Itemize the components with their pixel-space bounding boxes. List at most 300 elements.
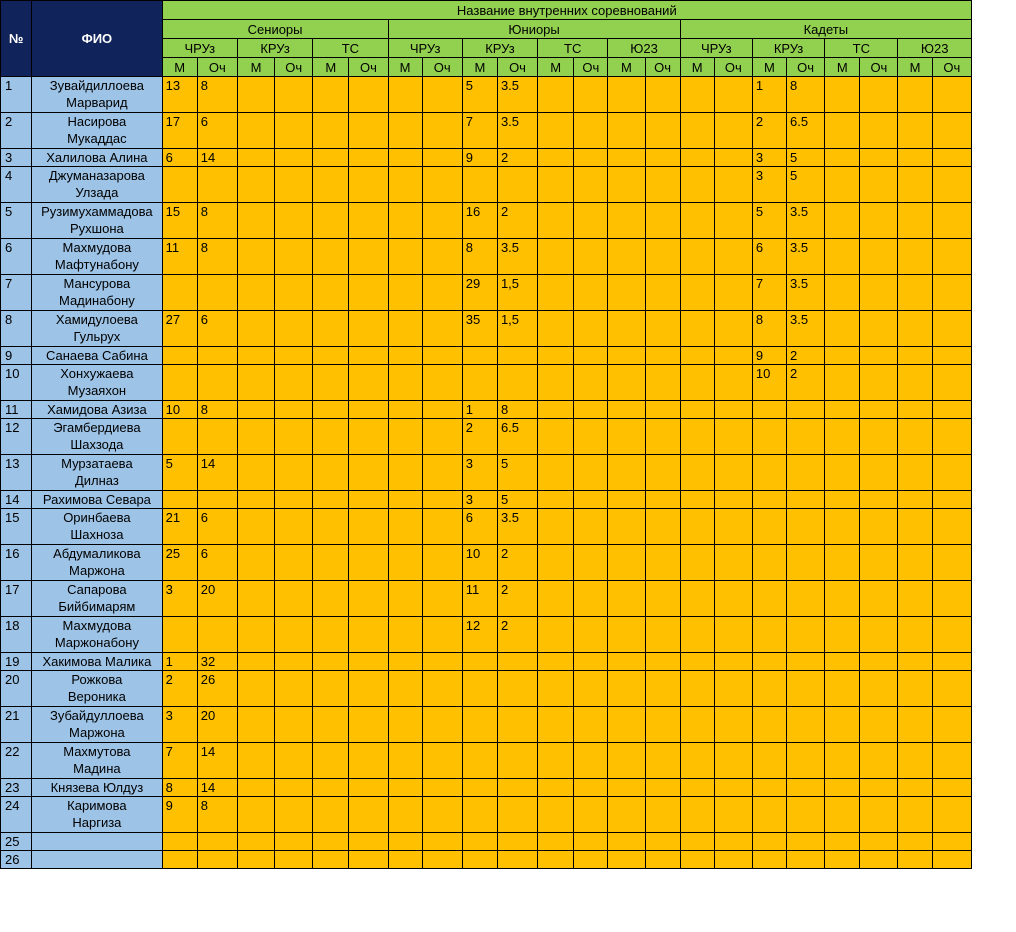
- table-row: [1, 509, 972, 545]
- place-cell: [752, 653, 786, 671]
- place-cell: [388, 203, 422, 239]
- place-cell: 1: [162, 653, 197, 671]
- place-cell: 7: [162, 743, 197, 779]
- place-cell: [898, 491, 932, 509]
- athlete-name-line: Бийбимарям: [58, 599, 136, 614]
- points-cell: [714, 401, 752, 419]
- points-cell: 2: [497, 149, 537, 167]
- points-cell: [574, 707, 608, 743]
- athlete-name-line: Мафтунабону: [54, 257, 139, 272]
- points-cell: [275, 419, 313, 455]
- place-cell: [752, 581, 786, 617]
- place-cell: 9: [752, 347, 786, 365]
- points-cell: [787, 707, 825, 743]
- points-cell: 2: [497, 545, 537, 581]
- points-cell: [349, 347, 388, 365]
- place-cell: [825, 167, 860, 203]
- place-cell: [608, 743, 645, 779]
- place-cell: [538, 617, 574, 653]
- points-cell: [932, 617, 971, 653]
- place-cell: [825, 365, 860, 401]
- place-cell: [538, 653, 574, 671]
- athlete-name: [32, 851, 163, 869]
- athlete-name: [32, 455, 163, 491]
- place-cell: 35: [462, 311, 497, 347]
- points-cell: [275, 509, 313, 545]
- place-cell: [752, 707, 786, 743]
- place-cell: [752, 401, 786, 419]
- points-cell: [860, 797, 898, 833]
- points-cell: [275, 203, 313, 239]
- points-cell: [574, 743, 608, 779]
- table-row: [1, 617, 972, 653]
- athlete-name-line: Хонхужаева: [60, 366, 134, 381]
- table-row: [1, 743, 972, 779]
- place-cell: 7: [752, 275, 786, 311]
- points-cell: [422, 365, 462, 401]
- points-cell: [497, 347, 537, 365]
- place-cell: [898, 239, 932, 275]
- row-number: 2: [1, 113, 32, 149]
- points-cell: [197, 365, 237, 401]
- points-cell: [275, 455, 313, 491]
- points-cell: [574, 779, 608, 797]
- points-cell: [422, 581, 462, 617]
- place-cell: 11: [462, 581, 497, 617]
- place-cell: 13: [162, 77, 197, 113]
- place-cell: [538, 581, 574, 617]
- place-cell: [313, 113, 349, 149]
- points-cell: [932, 545, 971, 581]
- place-cell: [237, 203, 274, 239]
- row-number: 20: [1, 671, 32, 707]
- place-cell: [538, 419, 574, 455]
- points-cell: [422, 491, 462, 509]
- place-cell: [538, 743, 574, 779]
- points-cell: [787, 833, 825, 851]
- points-cell: [197, 851, 237, 869]
- points-header: Оч: [574, 58, 608, 77]
- athlete-name-line: Абдумаликова: [53, 546, 141, 561]
- place-cell: [680, 851, 714, 869]
- points-cell: [860, 275, 898, 311]
- points-cell: [497, 833, 537, 851]
- place-cell: [388, 365, 422, 401]
- athlete-name-line: Насирова: [67, 114, 127, 129]
- points-header: Оч: [275, 58, 313, 77]
- points-cell: [275, 671, 313, 707]
- athlete-name: [32, 617, 163, 653]
- place-cell: [608, 167, 645, 203]
- points-cell: [860, 707, 898, 743]
- points-cell: [645, 509, 680, 545]
- place-cell: [388, 653, 422, 671]
- points-cell: 3.5: [787, 275, 825, 311]
- points-cell: [349, 779, 388, 797]
- table-row: [1, 797, 972, 833]
- place-cell: 17: [162, 113, 197, 149]
- points-cell: 14: [197, 779, 237, 797]
- points-cell: 6: [197, 545, 237, 581]
- place-cell: 1: [752, 77, 786, 113]
- points-cell: [574, 77, 608, 113]
- place-cell: [313, 203, 349, 239]
- place-cell: [462, 671, 497, 707]
- points-cell: [497, 671, 537, 707]
- points-cell: [645, 203, 680, 239]
- row-number: 7: [1, 275, 32, 311]
- place-cell: [825, 455, 860, 491]
- points-cell: [275, 77, 313, 113]
- place-cell: [538, 797, 574, 833]
- points-cell: [574, 167, 608, 203]
- points-cell: [422, 239, 462, 275]
- athlete-name-line: Дилназ: [74, 473, 119, 488]
- place-cell: [538, 545, 574, 581]
- points-cell: [787, 779, 825, 797]
- points-cell: [349, 491, 388, 509]
- place-cell: [680, 347, 714, 365]
- place-cell: [608, 275, 645, 311]
- place-cell: [608, 545, 645, 581]
- athlete-name-line: Хамидулоева: [55, 312, 138, 327]
- points-cell: [497, 707, 537, 743]
- points-cell: [645, 581, 680, 617]
- points-cell: [574, 797, 608, 833]
- table-row: [1, 581, 972, 617]
- athlete-name: [32, 167, 163, 203]
- points-cell: [645, 275, 680, 311]
- place-cell: 3: [462, 491, 497, 509]
- points-cell: [932, 239, 971, 275]
- place-cell: 2: [462, 419, 497, 455]
- points-cell: 6.5: [787, 113, 825, 149]
- row-number: 22: [1, 743, 32, 779]
- place-cell: [608, 401, 645, 419]
- points-cell: [422, 779, 462, 797]
- place-cell: [388, 149, 422, 167]
- points-cell: [275, 743, 313, 779]
- place-cell: [825, 491, 860, 509]
- place-cell: 21: [162, 509, 197, 545]
- table-row: [1, 707, 972, 743]
- points-cell: 3.5: [787, 239, 825, 275]
- points-cell: [714, 455, 752, 491]
- points-cell: [574, 113, 608, 149]
- athlete-name-line: Вероника: [67, 689, 126, 704]
- place-cell: [538, 365, 574, 401]
- points-cell: [860, 617, 898, 653]
- place-cell: [388, 617, 422, 653]
- points-cell: [860, 491, 898, 509]
- table-row: [1, 77, 972, 113]
- place-cell: [898, 707, 932, 743]
- athlete-name: [32, 743, 163, 779]
- points-cell: [860, 113, 898, 149]
- row-number: 16: [1, 545, 32, 581]
- points-cell: [574, 401, 608, 419]
- athlete-name: [32, 419, 163, 455]
- athlete-name-line: Мурзатаева: [61, 456, 133, 471]
- points-cell: [422, 545, 462, 581]
- place-cell: [825, 347, 860, 365]
- points-cell: [574, 833, 608, 851]
- points-cell: [860, 419, 898, 455]
- place-cell: 6: [462, 509, 497, 545]
- points-cell: 5: [787, 149, 825, 167]
- place-cell: [898, 167, 932, 203]
- place-cell: 25: [162, 545, 197, 581]
- place-cell: [162, 491, 197, 509]
- competition-header: КРУз: [237, 39, 312, 58]
- athlete-name-line: Мадинабону: [58, 293, 135, 308]
- place-cell: 2: [752, 113, 786, 149]
- place-cell: [162, 419, 197, 455]
- points-cell: [349, 617, 388, 653]
- place-cell: [898, 275, 932, 311]
- place-cell: [538, 509, 574, 545]
- place-cell: [680, 617, 714, 653]
- points-cell: 8: [197, 239, 237, 275]
- athlete-name-line: Рожкова: [71, 672, 123, 687]
- group-cadets: Кадеты: [680, 20, 971, 39]
- points-cell: [349, 653, 388, 671]
- points-cell: [714, 113, 752, 149]
- place-cell: [680, 275, 714, 311]
- points-cell: [645, 365, 680, 401]
- points-cell: [422, 653, 462, 671]
- points-cell: [275, 581, 313, 617]
- place-cell: [462, 365, 497, 401]
- place-cell: [608, 311, 645, 347]
- competition-header: ЧРУз: [388, 39, 462, 58]
- place-cell: [313, 401, 349, 419]
- points-cell: [275, 239, 313, 275]
- points-cell: [349, 311, 388, 347]
- place-cell: 9: [462, 149, 497, 167]
- points-cell: 5: [787, 167, 825, 203]
- points-cell: [860, 149, 898, 167]
- place-cell: [388, 779, 422, 797]
- place-cell: [538, 491, 574, 509]
- athlete-name-line: Зувайдиллоева: [49, 78, 144, 93]
- place-cell: [608, 491, 645, 509]
- points-cell: 3.5: [497, 113, 537, 149]
- place-cell: 3: [462, 455, 497, 491]
- row-number: 13: [1, 455, 32, 491]
- points-cell: [197, 347, 237, 365]
- place-header: М: [680, 58, 714, 77]
- points-cell: 2: [497, 581, 537, 617]
- place-cell: [162, 347, 197, 365]
- place-cell: [388, 167, 422, 203]
- points-cell: [860, 365, 898, 401]
- points-cell: [932, 167, 971, 203]
- points-cell: [860, 509, 898, 545]
- place-cell: [898, 77, 932, 113]
- points-header: Оч: [932, 58, 971, 77]
- points-cell: [714, 545, 752, 581]
- competition-header: КРУз: [752, 39, 824, 58]
- points-cell: [275, 149, 313, 167]
- athlete-name: [32, 797, 163, 833]
- athlete-name: [32, 347, 163, 365]
- points-cell: [497, 743, 537, 779]
- athlete-name: [32, 707, 163, 743]
- points-cell: [932, 581, 971, 617]
- points-cell: [860, 743, 898, 779]
- points-cell: [275, 653, 313, 671]
- points-header: Оч: [422, 58, 462, 77]
- points-cell: [860, 167, 898, 203]
- points-cell: [349, 509, 388, 545]
- place-header: М: [538, 58, 574, 77]
- points-cell: [275, 545, 313, 581]
- points-cell: [422, 851, 462, 869]
- place-cell: [462, 851, 497, 869]
- points-cell: [275, 851, 313, 869]
- athlete-name-line: Хакимова Малика: [42, 654, 152, 669]
- place-cell: [898, 779, 932, 797]
- row-number: 8: [1, 311, 32, 347]
- athlete-name-line: Хамидова Азиза: [47, 402, 147, 417]
- athlete-name-line: Махмудова: [62, 240, 132, 255]
- place-cell: 8: [462, 239, 497, 275]
- table-row: [1, 113, 972, 149]
- points-cell: [787, 455, 825, 491]
- points-cell: [787, 851, 825, 869]
- points-cell: [860, 671, 898, 707]
- place-cell: [680, 311, 714, 347]
- place-cell: [608, 365, 645, 401]
- athlete-name-line: Каримова: [67, 798, 127, 813]
- place-cell: [825, 311, 860, 347]
- place-cell: [237, 275, 274, 311]
- place-cell: [898, 311, 932, 347]
- place-cell: [313, 779, 349, 797]
- place-cell: [825, 779, 860, 797]
- points-cell: [787, 581, 825, 617]
- points-cell: 8: [497, 401, 537, 419]
- points-cell: [932, 491, 971, 509]
- place-cell: [388, 401, 422, 419]
- points-cell: [574, 419, 608, 455]
- points-cell: [787, 509, 825, 545]
- athlete-name-line: Шахзода: [70, 437, 124, 452]
- points-cell: 3.5: [497, 509, 537, 545]
- athlete-name: [32, 779, 163, 797]
- points-header: Оч: [787, 58, 825, 77]
- points-cell: [932, 455, 971, 491]
- points-cell: [197, 167, 237, 203]
- place-cell: [313, 671, 349, 707]
- place-cell: [825, 743, 860, 779]
- place-cell: [680, 365, 714, 401]
- points-cell: [275, 275, 313, 311]
- athlete-name: [32, 77, 163, 113]
- points-cell: [932, 743, 971, 779]
- table-row: [1, 851, 972, 869]
- points-cell: [349, 113, 388, 149]
- place-cell: [680, 455, 714, 491]
- row-number: 4: [1, 167, 32, 203]
- place-cell: [538, 239, 574, 275]
- place-cell: 3: [752, 167, 786, 203]
- athlete-name: [32, 149, 163, 167]
- points-cell: [349, 707, 388, 743]
- place-cell: [388, 113, 422, 149]
- points-cell: [645, 77, 680, 113]
- place-cell: 10: [462, 545, 497, 581]
- points-cell: [645, 401, 680, 419]
- points-cell: [860, 545, 898, 581]
- place-cell: [237, 851, 274, 869]
- competition-header: ТС: [538, 39, 608, 58]
- points-cell: [422, 77, 462, 113]
- place-cell: [538, 833, 574, 851]
- points-cell: [275, 707, 313, 743]
- place-cell: [752, 833, 786, 851]
- place-cell: [313, 617, 349, 653]
- place-cell: [388, 509, 422, 545]
- place-cell: [680, 149, 714, 167]
- points-cell: [349, 239, 388, 275]
- points-cell: [714, 779, 752, 797]
- place-cell: [752, 779, 786, 797]
- place-cell: [388, 77, 422, 113]
- place-cell: [313, 851, 349, 869]
- points-cell: 8: [197, 401, 237, 419]
- place-cell: 3: [752, 149, 786, 167]
- athlete-name-line: Маржона: [68, 725, 125, 740]
- points-cell: [860, 851, 898, 869]
- place-cell: [680, 833, 714, 851]
- place-cell: [680, 743, 714, 779]
- row-number: 1: [1, 77, 32, 113]
- athlete-name-line: Санаева Сабина: [45, 348, 148, 363]
- place-header: М: [898, 58, 932, 77]
- place-cell: [608, 347, 645, 365]
- place-cell: [898, 743, 932, 779]
- points-cell: [645, 491, 680, 509]
- points-cell: [860, 401, 898, 419]
- place-cell: [538, 401, 574, 419]
- place-cell: [608, 671, 645, 707]
- place-cell: [313, 833, 349, 851]
- points-cell: [932, 203, 971, 239]
- table-row: [1, 239, 972, 275]
- place-cell: [608, 203, 645, 239]
- place-cell: [825, 239, 860, 275]
- points-cell: [714, 671, 752, 707]
- points-cell: 3.5: [497, 239, 537, 275]
- points-cell: 14: [197, 149, 237, 167]
- place-cell: [237, 707, 274, 743]
- place-cell: 10: [162, 401, 197, 419]
- place-cell: [313, 491, 349, 509]
- athlete-name: [32, 239, 163, 275]
- points-cell: 2: [497, 203, 537, 239]
- points-header: Оч: [197, 58, 237, 77]
- points-cell: [860, 203, 898, 239]
- place-cell: [538, 113, 574, 149]
- athlete-name-line: Рухшона: [70, 221, 124, 236]
- points-cell: [422, 113, 462, 149]
- place-cell: 6: [162, 149, 197, 167]
- place-cell: [825, 509, 860, 545]
- place-cell: [608, 779, 645, 797]
- place-cell: [237, 671, 274, 707]
